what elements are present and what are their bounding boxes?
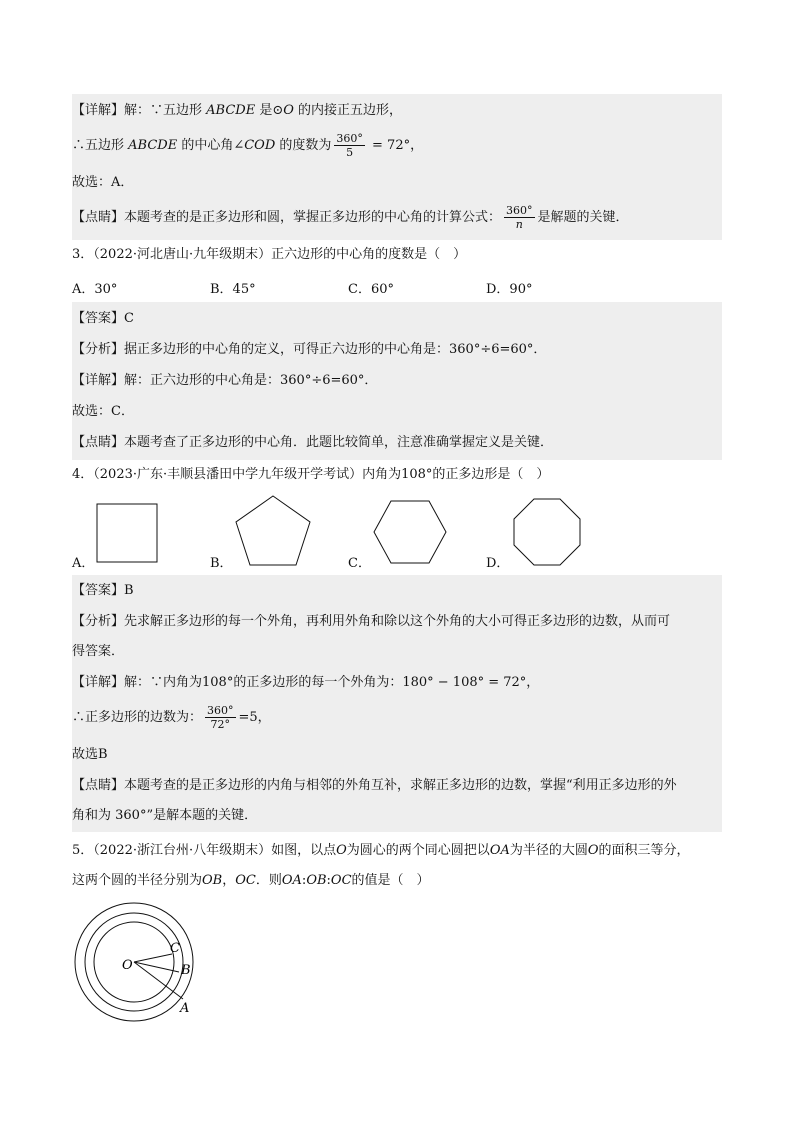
analysis-line-q3: 【分析】据正多边形的中心角的定义，可得正六边形的中心角是：360°÷6=60°． (72, 342, 547, 357)
square-figure (95, 502, 159, 564)
choose-line-q2: 故选：A． (72, 175, 134, 190)
answer-line-q4: 【答案】B (72, 583, 134, 598)
q3-option-b: B．45° (210, 282, 256, 297)
sides-line-q4: ∴正多边形的边数为： $\frac{360^\circ}{72^\circ}$ =5， (72, 704, 271, 731)
octagon-figure (512, 497, 582, 567)
analysis-line-q4-cont: 得答案． (72, 644, 125, 659)
question-3-stem: 3．（2022·河北唐山·九年级期末）正六边形的中心角的度数是（ ） (72, 247, 467, 262)
detail-line-q4: 【详解】解：∵内角为108°的正多边形的每一个外角为：180° − 108° = 72°， (72, 675, 540, 690)
q3-option-c: C．60° (348, 282, 394, 297)
detail-line-q3: 【详解】解：正六边形的中心角是：360°÷6=60°． (72, 373, 378, 388)
hexagon-figure (372, 499, 448, 565)
q4-option-c: C． (348, 556, 371, 571)
pentagon-figure (232, 494, 314, 568)
q4-option-a: A． (72, 556, 95, 571)
q3-option-a: A．30° (72, 282, 118, 297)
concentric-circles-figure (60, 900, 220, 1024)
fraction: $\frac{360^\circ}{72^\circ}$ (207, 704, 234, 731)
label-o: O (122, 958, 133, 973)
fraction: $\frac{360^\circ}{n}$ (506, 204, 533, 231)
note-line-q4-cont: 角和为 360°”是解本题的关键． (72, 808, 258, 823)
choose-line-q3: 故选：C． (72, 404, 134, 419)
central-angle-line: ∴五边形 ABCDE 的中心角∠COD 的度数为 $\frac{360^\circ}{5}$ = 72°， (72, 132, 424, 159)
question-5-stem: 5．（2022·浙江台州·八年级期末）如图，以点O为圆心的两个同心圆把以OA为半径的大圆O的面积三等分， (72, 843, 690, 858)
choose-line-q4: 故选B (72, 747, 108, 762)
analysis-line-q4: 【分析】先求解正多边形的每一个外角，再利用外角和除以这个外角的大小可得正多边形的边数，从而可 (72, 614, 671, 629)
note-line-q3: 【点睛】本题考查了正多边形的中心角．此题比较简单，注意准确掌握定义是关键． (72, 435, 554, 450)
detail-line-q2: 【详解】解：∵五边形 ABCDE 是⊙O 的内接正五边形， (72, 103, 403, 118)
fraction: $\frac{360^\circ}{5}$ (336, 132, 363, 159)
label-a: A (180, 1001, 190, 1016)
answer-line-q3: 【答案】C (72, 311, 134, 326)
radius-oc (134, 954, 172, 962)
detail-label: 【详解】 (72, 103, 125, 118)
note-line-q4: 【点睛】本题考查的是正多边形的内角与相邻的外角互补，求解正多边形的边数，掌握“利用正多边形的外 (72, 778, 677, 793)
question-5-stem-cont: 这两个圆的半径分别为OB，OC．则OA:OB:OC的值是（ ） (72, 873, 430, 888)
question-4-stem: 4．（2023·广东·丰顺县潘田中学九年级开学考试）内角为108°的正多边形是（ ） (72, 467, 550, 482)
label-b: B (181, 963, 191, 978)
q4-option-d: D． (486, 556, 510, 571)
q4-option-b: B． (210, 556, 233, 571)
label-c: C (170, 941, 180, 956)
note-label: 【点睛】 (72, 210, 125, 225)
note-line-q2: 【点睛】本题考查的是正多边形和圆，掌握正多边形的中心角的计算公式： $\frac{360^\circ}{n}$ 是解题的关键． (72, 204, 629, 231)
q3-option-d: D．90° (486, 282, 533, 297)
